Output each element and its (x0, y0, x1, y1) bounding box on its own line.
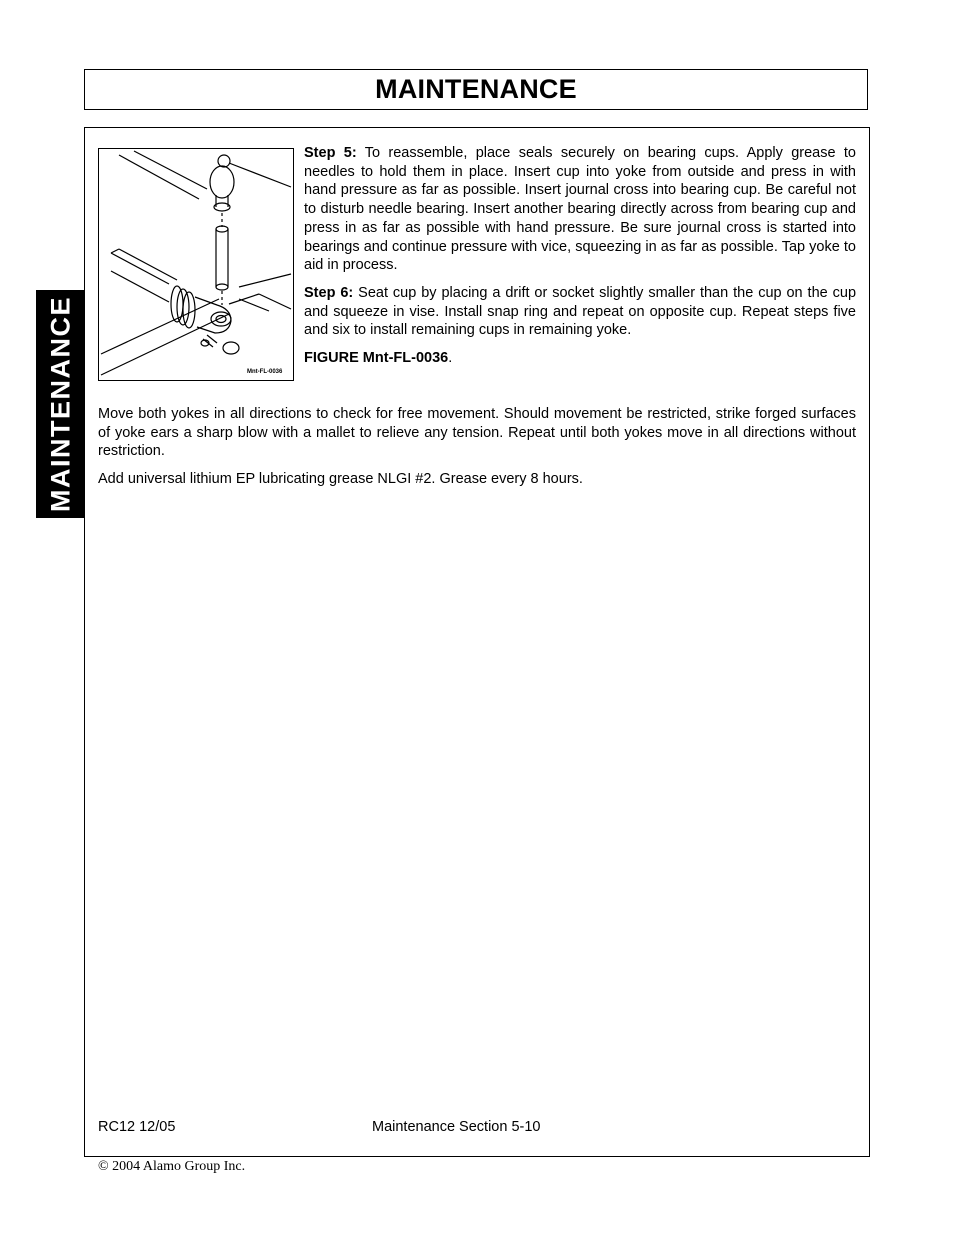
page-title: MAINTENANCE (375, 74, 577, 104)
grease-paragraph: Add universal lithium EP lubricating grease NLGI #2. Grease every 8 hours. (98, 471, 583, 488)
figure-reference (304, 349, 856, 368)
step-5-text: To reassemble, place seals securely on bearing cups. Apply grease to needles to hold them in place. Insert cup into yoke from outside and press in with hand pressure as far as possible. Insert journal cross into bearing cup. Be careful not to disturb needle bearing. Insert another bearing directly across from bearing cup and press in as far as possible with hand pressure. Be sure journal cross is started into bearings and continue pressure with vice, squeezing in as far as possible. Tap yoke to aid in process. (304, 145, 856, 274)
figure-reference-suffix: . (448, 350, 453, 367)
copyright-notice: © 2004 Alamo Group Inc. (98, 1159, 246, 1174)
universal-joint-illustration (99, 149, 293, 380)
step-6-paragraph (304, 284, 856, 340)
step-6-text: Seat cup by placing a drift or socket slightly smaller than the cup on the cup and squeeze in vise. Install snap ring and repeat on opposite cup. Repeat steps five and six to install remaining cups in remaining yoke. (304, 284, 857, 339)
step-5-paragraph (304, 144, 856, 275)
figure-reference-label: FIGURE Mnt-FL-0036 (304, 350, 449, 367)
figure-illustration (98, 148, 294, 381)
footer-doc-id: RC12 12/05 (98, 1119, 176, 1135)
header-box (84, 69, 868, 110)
side-section-tab (36, 290, 85, 518)
steps-text-block (304, 144, 856, 377)
step-5-label: Step 5: (304, 145, 357, 161)
figure-id-label: Mnt-FL-0036 (247, 369, 283, 375)
yoke-movement-paragraph: Move both yokes in all directions to check for free movement. Should movement be restricted, strike forged surfaces of yoke ears a sharp blow with a mallet to relieve any tension. Repeat until both yokes move in all directions without restriction. (98, 406, 856, 460)
footer-section: Maintenance Section 5-10 (372, 1119, 541, 1135)
side-tab-label: MAINTENANCE (45, 296, 75, 512)
step-6-label: Step 6: (304, 284, 354, 301)
body-text-block (98, 405, 856, 498)
